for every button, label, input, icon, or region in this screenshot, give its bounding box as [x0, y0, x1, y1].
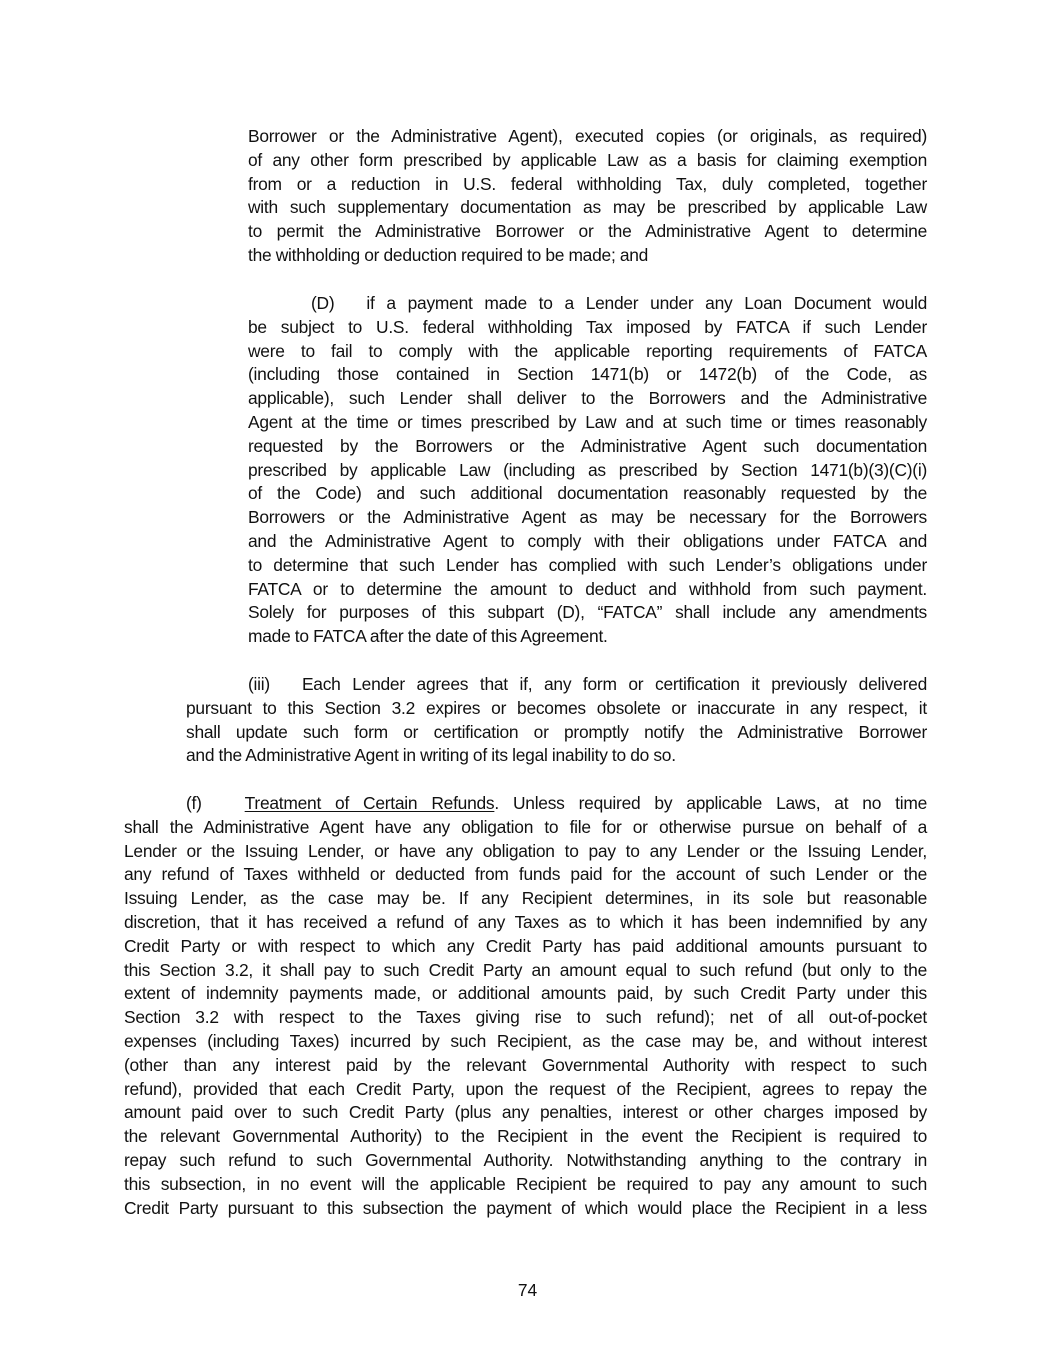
- text-line: made to FATCA after the date of this Agreement.: [248, 626, 608, 647]
- text-line: Section 3.2 with respect to the Taxes giving rise to such refund); net of all out-of-pocket: [124, 1007, 927, 1028]
- paragraph-iii-label: (iii): [248, 674, 270, 694]
- paragraph-iii-first-line: [248, 673, 927, 697]
- paragraph-iii: [186, 673, 927, 768]
- paragraph-f: [124, 792, 927, 1220]
- text-line: Credit Party or with respect to which any Credit Party has paid additional amounts pursuant to: [124, 935, 927, 956]
- paragraph-f-label: (f): [186, 793, 202, 813]
- text-line: shall the Administrative Agent have any obligation to file for or otherwise pursue on behalf of a: [124, 816, 927, 837]
- paragraph-d-label: (D): [311, 293, 335, 313]
- text-line: and the Administrative Agent to comply with their obligations under FATCA and: [248, 530, 927, 551]
- text-line: be subject to U.S. federal withholding Tax imposed by FATCA if such Lender: [248, 316, 927, 337]
- text-line: (including those contained in Section 1471(b) or 1472(b) of the Code, as: [248, 364, 927, 385]
- text-line: repay such refund to such Governmental Authority. Notwithstanding anything to the contrary in: [124, 1149, 927, 1170]
- text-line: Borrower or the Administrative Agent), executed copies (or originals, as required): [248, 126, 927, 146]
- text-line: (other than any interest paid by the relevant Governmental Authority with respect to such: [124, 1054, 927, 1075]
- text-line: of the Code) and such additional documentation reasonably requested by the: [248, 483, 927, 504]
- text-line: Agent at the time or times prescribed by Law and at such time or times reasonably: [248, 411, 927, 432]
- text-line: to permit the Administrative Borrower or the Administrative Agent to determine: [248, 221, 927, 242]
- text-line: discretion, that it has received a refund of any Taxes as to which it has been indemnified by any: [124, 911, 927, 932]
- text-line: Credit Party pursuant to this subsection the payment of which would place the Recipient in a less: [124, 1197, 927, 1218]
- paragraph-d-first-line: [311, 292, 927, 316]
- text-line: refund), provided that each Credit Party, upon the request of the Recipient, agrees to repay the: [124, 1078, 927, 1099]
- text-line: of any other form prescribed by applicable Law as a basis for claiming exemption: [248, 149, 927, 170]
- text-line: the withholding or deduction required to be made; and: [248, 244, 649, 265]
- text-line: and the Administrative Agent in writing of its legal inability to do so.: [186, 745, 676, 766]
- text-line: extent of indemnity payments made, or additional amounts paid, by such Credit Party under this: [124, 983, 927, 1004]
- paragraph-d-first-text: if a payment made to a Lender under any Loan Document would: [366, 293, 927, 313]
- page-number: 74: [517, 1280, 538, 1300]
- text-line: requested by the Borrowers or the Administrative Agent such documentation: [248, 435, 927, 456]
- text-line: expenses (including Taxes) incurred by such Recipient, as the case may be, and without interest: [124, 1030, 927, 1051]
- text-line: this Section 3.2, it shall pay to such Credit Party an amount equal to such refund (but only to the: [124, 959, 927, 980]
- text-line: Borrowers or the Administrative Agent as may be necessary for the Borrowers: [248, 507, 927, 528]
- text-line: amount paid over to such Credit Party (plus any penalties, interest or other charges imposed by: [124, 1102, 927, 1123]
- text-line: any refund of Taxes withheld or deducted from funds paid for the account of such Lender or the: [124, 864, 927, 885]
- text-line: prescribed by applicable Law (including as prescribed by Section 1471(b)(3)(C)(i): [248, 459, 927, 480]
- text-line: this subsection, in no event will the applicable Recipient be required to pay any amount to such: [124, 1173, 927, 1194]
- text-line: pursuant to this Section 3.2 expires or becomes obsolete or inaccurate in any respect, it: [186, 697, 927, 718]
- paragraph-iii-first-text: Each Lender agrees that if, any form or certification it previously delivered: [301, 674, 927, 694]
- text-line: with such supplementary documentation as may be prescribed by applicable Law: [248, 197, 927, 218]
- paragraph-d: [248, 292, 927, 649]
- text-line: were to fail to comply with the applicable reporting requirements of FATCA: [248, 340, 927, 361]
- text-line: the relevant Governmental Authority) to the Recipient in the event the Recipient is required to: [124, 1126, 927, 1147]
- text-line: shall update such form or certification or promptly notify the Administrative Borrower: [186, 721, 927, 742]
- text-line: applicable), such Lender shall deliver to the Borrowers and the Administrative: [248, 388, 927, 409]
- text-line: Lender or the Issuing Lender, or have any obligation to pay to any Lender or the Issuing Lender,: [124, 840, 927, 861]
- text-line: from or a reduction in U.S. federal withholding Tax, duly completed, together: [248, 173, 927, 194]
- paragraph-f-heading: Treatment of Certain Refunds: [244, 793, 495, 813]
- paragraph-f-first-text: . Unless required by applicable Laws, at no time: [494, 793, 927, 813]
- paragraph-f-first-line: [186, 792, 927, 816]
- paragraph-c-continuation: [248, 125, 927, 268]
- text-line: Issuing Lender, as the case may be. If any Recipient determines, in its sole but reasonable: [124, 888, 927, 909]
- text-line: Solely for purposes of this subpart (D), “FATCA” shall include any amendments: [248, 602, 927, 623]
- text-line: to determine that such Lender has complied with such Lender’s obligations under: [248, 554, 927, 575]
- text-line: FATCA or to determine the amount to deduct and withhold from such payment.: [248, 578, 927, 599]
